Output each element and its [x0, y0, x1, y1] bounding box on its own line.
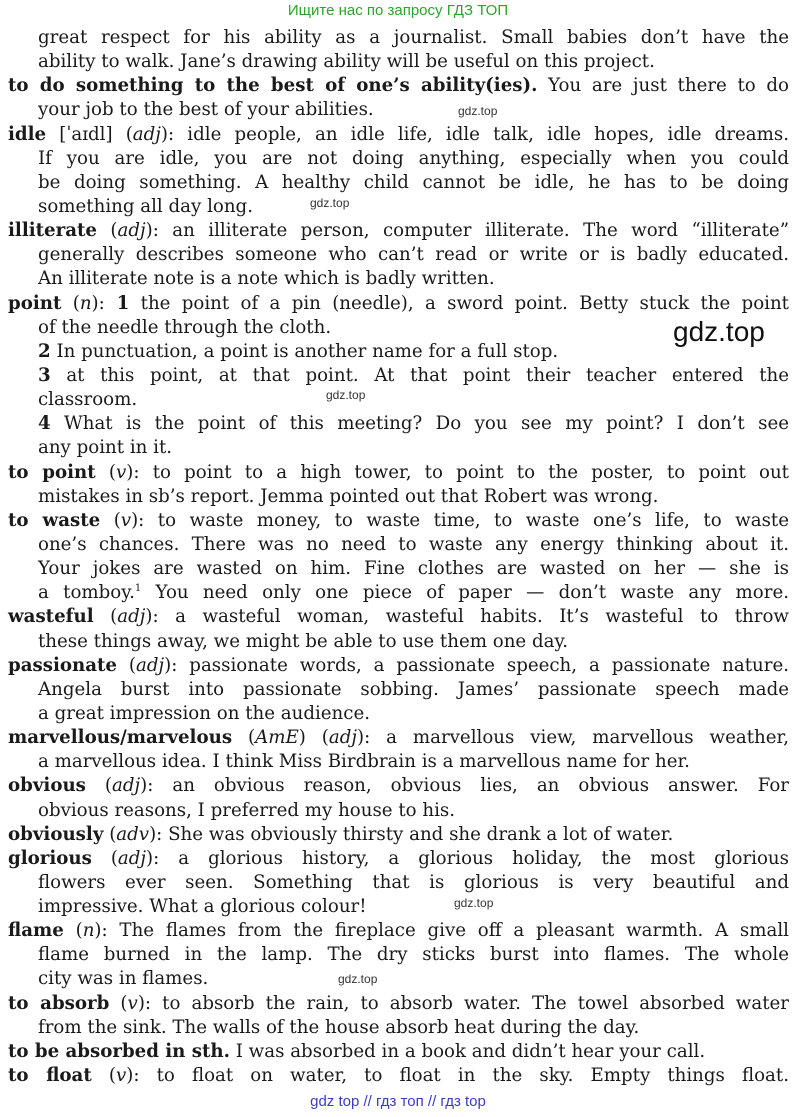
entry-text: something all day long. — [38, 195, 253, 217]
text-line — [8, 871, 789, 895]
entry-text: to absorb the rain, to absorb water. The towel absorbed water — [151, 992, 789, 1014]
text-line — [8, 581, 789, 605]
text-line — [8, 1016, 789, 1040]
part-of-speech: v — [120, 509, 132, 531]
entry-text: a marvellous idea. I think Miss Birdbrain is a marvellous name for her. — [38, 751, 690, 773]
entry-text: You are just there to do — [537, 75, 790, 97]
entry-text: to point to a high tower, to point to the poster, to point out — [139, 461, 789, 483]
entry-punct: ( — [93, 606, 118, 628]
part-of-speech: adj — [117, 606, 146, 628]
headword: to waste — [8, 509, 101, 531]
watermark: gdz.top — [326, 388, 366, 402]
entry-text: from the sink. The walls of the house absorb heat during the day. — [38, 1016, 640, 1038]
entry-text: idle people, an idle life, idle talk, idle hopes, idle dreams. — [174, 123, 789, 145]
entry-punct: ( — [85, 775, 113, 797]
part-of-speech: v — [115, 1065, 127, 1087]
text-line — [8, 388, 789, 412]
watermark: gdz.top — [458, 104, 498, 118]
entry-text: a wasteful woman, wasteful habits. It’s wasteful to throw — [158, 606, 789, 628]
text-line — [8, 630, 789, 654]
watermark: gdz.top — [310, 196, 350, 210]
entry-line — [8, 1064, 789, 1088]
entry-line — [8, 292, 789, 316]
text-line — [8, 967, 789, 991]
entry-punct: ): — [145, 220, 159, 242]
entry-text: In punctuation, a point is another name for a full stop. — [50, 340, 559, 362]
entry-text: flowers ever seen. Something that is glorious is very beautiful and — [38, 871, 789, 893]
entry-punct: ( — [95, 461, 116, 483]
entry-punct: ( — [103, 823, 117, 845]
entry-text: Angela burst into passionate sobbing. James’ passionate speech made — [38, 678, 789, 700]
entry-text: What is the point of this meeting? Do you see my point? I don’t see — [50, 413, 789, 435]
text-line — [8, 750, 789, 774]
entry-punct: ): — [160, 123, 175, 145]
headword: to point — [8, 461, 96, 483]
entry-text: be doing something. A healthy child cannot be idle, he has to be doing — [38, 171, 789, 193]
entry-text: obvious reasons, I preferred my house to his. — [38, 799, 456, 821]
text-line — [8, 533, 789, 557]
headword: obviously — [8, 823, 104, 845]
entry-text: classroom. — [38, 389, 138, 411]
text-line — [8, 171, 789, 195]
sense-number: 2 — [38, 340, 51, 362]
entry-line — [8, 509, 789, 533]
entry-line — [8, 847, 789, 871]
text-line — [8, 678, 789, 702]
entry-text: The flames from the fireplace give off a pleasant warmth. A small — [107, 920, 789, 942]
dictionary-entries — [8, 26, 789, 1088]
entry-line — [8, 654, 789, 678]
text-line — [8, 26, 789, 50]
text-line — [8, 267, 789, 291]
entry-punct: ): — [146, 847, 160, 869]
entry-text: impressive. What a glorious colour! — [38, 896, 367, 918]
text-line — [8, 799, 789, 823]
entry-line — [8, 74, 789, 98]
headword: obvious — [8, 775, 86, 797]
entry-text: these things away, we might be able to use them one day. — [38, 630, 569, 652]
entry-text: your job to the best of your abilities. — [38, 99, 374, 121]
entry-text: at this point, at that point. At that point their teacher entered the — [50, 364, 789, 386]
entry-text: An illiterate note is a note which is badly written. — [38, 268, 495, 290]
entry-text: You need only one piece of paper — don’t waste any more. — [141, 582, 789, 604]
entry-line — [8, 1040, 789, 1064]
entry-line — [8, 774, 789, 798]
entry-punct: ): — [126, 1065, 140, 1087]
entry-line — [8, 461, 789, 485]
entry-line — [8, 992, 789, 1016]
entry-text: ability to walk. Jane’s drawing ability will be useful on this project. — [38, 51, 655, 73]
text-line — [8, 316, 789, 340]
text-line — [8, 702, 789, 726]
footer-links[interactable]: gdz top // гдз топ // гдз top — [310, 1093, 486, 1110]
entry-line — [8, 219, 789, 243]
entry-punct: ): — [356, 727, 371, 749]
entry-text: to waste money, to waste time, to waste one’s life, to waste — [144, 509, 789, 531]
entry-text: a great impression on the audience. — [38, 702, 370, 724]
text-line — [8, 195, 789, 219]
entry-punct: [ˈaɪdl] ( — [46, 123, 133, 145]
entry-text: an obvious reason, obvious lies, an obvious answer. For — [153, 775, 789, 797]
entry-text: the point of a pin (needle), a sword point. Betty stuck the point — [129, 292, 789, 314]
text-line — [8, 364, 789, 388]
entry-line — [8, 823, 789, 847]
part-of-speech: AmE — [255, 727, 299, 749]
sense-number: 1 — [104, 292, 130, 314]
headword: glorious — [8, 847, 92, 869]
entry-text: a glorious history, a glorious holiday, the most glorious — [159, 847, 789, 869]
entry-punct: ): — [140, 775, 154, 797]
watermark: gdz.top — [338, 972, 378, 986]
part-of-speech: adj — [328, 727, 357, 749]
entry-punct: ( — [91, 1065, 116, 1087]
headword: to absorb — [8, 992, 110, 1014]
text-line — [8, 340, 789, 364]
watermark-large: gdz.top — [673, 316, 765, 347]
entry-line — [8, 919, 789, 943]
entry-punct: ( — [91, 847, 118, 869]
headword: to be absorbed in sth. — [8, 1040, 230, 1062]
text-line — [8, 557, 789, 581]
part-of-speech: adj — [117, 847, 147, 869]
entry-punct: ): — [91, 292, 105, 314]
part-of-speech: adj — [132, 123, 161, 145]
entry-text: passionate words, a passionate speech, a passionate nature. — [177, 654, 789, 676]
entry-punct: ): — [145, 606, 159, 628]
footnote-marker: 1 — [134, 583, 142, 595]
headword: marvellous/marvelous — [8, 727, 233, 749]
entry-text: city was in flames. — [38, 968, 209, 990]
part-of-speech: n — [79, 292, 92, 314]
text-line — [8, 147, 789, 171]
entry-text: I was absorbed in a book and didn’t hear your call. — [229, 1040, 706, 1062]
watermark: gdz.top — [454, 896, 494, 910]
entry-punct: ): — [137, 992, 152, 1014]
headword: passionate — [8, 654, 118, 676]
text-line — [8, 243, 789, 267]
search-banner[interactable]: Ищите нас по запросу ГДЗ ТОП — [287, 2, 509, 19]
entry-punct: ): — [126, 461, 140, 483]
text-line — [8, 943, 789, 967]
part-of-speech: adj — [117, 220, 146, 242]
headword: wasteful — [8, 606, 94, 628]
entry-punct: ) ( — [298, 727, 329, 749]
entry-line — [8, 123, 789, 147]
entry-punct: ( — [100, 509, 121, 531]
entry-punct: ( — [61, 292, 80, 314]
entry-punct: ( — [232, 727, 256, 749]
entry-text: an illiterate person, computer illiterate. The word “illiterate” — [158, 220, 789, 242]
text-line — [8, 895, 789, 919]
text-line — [8, 50, 789, 74]
entry-punct: ( — [96, 220, 118, 242]
entry-punct: ( — [109, 992, 128, 1014]
part-of-speech: adj — [112, 775, 141, 797]
headword: illiterate — [8, 220, 97, 242]
headword: flame — [8, 920, 64, 942]
entry-text: She was obviously thirsty and she drank a lot of water. — [162, 823, 674, 845]
entry-punct: ): — [94, 920, 108, 942]
entry-text: flame burned in the lamp. The dry sticks burst into flames. The whole — [38, 944, 789, 966]
headword: to do something to the best of one’s ability(ies). — [8, 75, 538, 97]
headword: to float — [8, 1065, 92, 1087]
entry-punct: ): — [164, 654, 178, 676]
entry-text: one’s chances. There was no need to waste any energy thinking about it. — [38, 533, 789, 555]
sense-number: 4 — [38, 413, 51, 435]
part-of-speech: adv — [116, 823, 150, 845]
entry-line — [8, 726, 789, 750]
text-line — [8, 436, 789, 460]
part-of-speech: v — [127, 992, 138, 1014]
entry-punct: ( — [117, 654, 137, 676]
entry-text: of the needle through the cloth. — [38, 316, 332, 338]
entry-text: to float on water, to float in the sky. Empty things float. — [139, 1065, 789, 1087]
part-of-speech: v — [115, 461, 127, 483]
entry-text: generally describes someone who can’t read or write or is badly educated. — [38, 244, 789, 266]
entry-text: a tomboy. — [38, 582, 135, 604]
headword: point — [8, 292, 62, 314]
entry-text: If you are idle, you are not doing anything, especially when you could — [38, 147, 789, 169]
text-line — [8, 485, 789, 509]
entry-text: any point in it. — [38, 437, 173, 459]
part-of-speech: n — [82, 920, 95, 942]
entry-text: a marvellous view, marvellous weather, — [370, 727, 789, 749]
entry-punct: ): — [149, 823, 163, 845]
headword: idle — [8, 123, 47, 145]
entry-text: great respect for his ability as a journalist. Small babies don’t have the — [38, 27, 789, 48]
part-of-speech: adj — [136, 654, 165, 676]
entry-text: mistakes in sb’s report. Jemma pointed out that Robert was wrong. — [38, 485, 659, 507]
sense-number: 3 — [38, 364, 51, 386]
entry-punct: ( — [63, 920, 83, 942]
text-line — [8, 98, 789, 122]
text-line — [8, 412, 789, 436]
entry-punct: ): — [131, 509, 145, 531]
entry-line — [8, 605, 789, 629]
entry-text: Your jokes are wasted on him. Fine clothes are wasted on her — she is — [38, 558, 789, 580]
